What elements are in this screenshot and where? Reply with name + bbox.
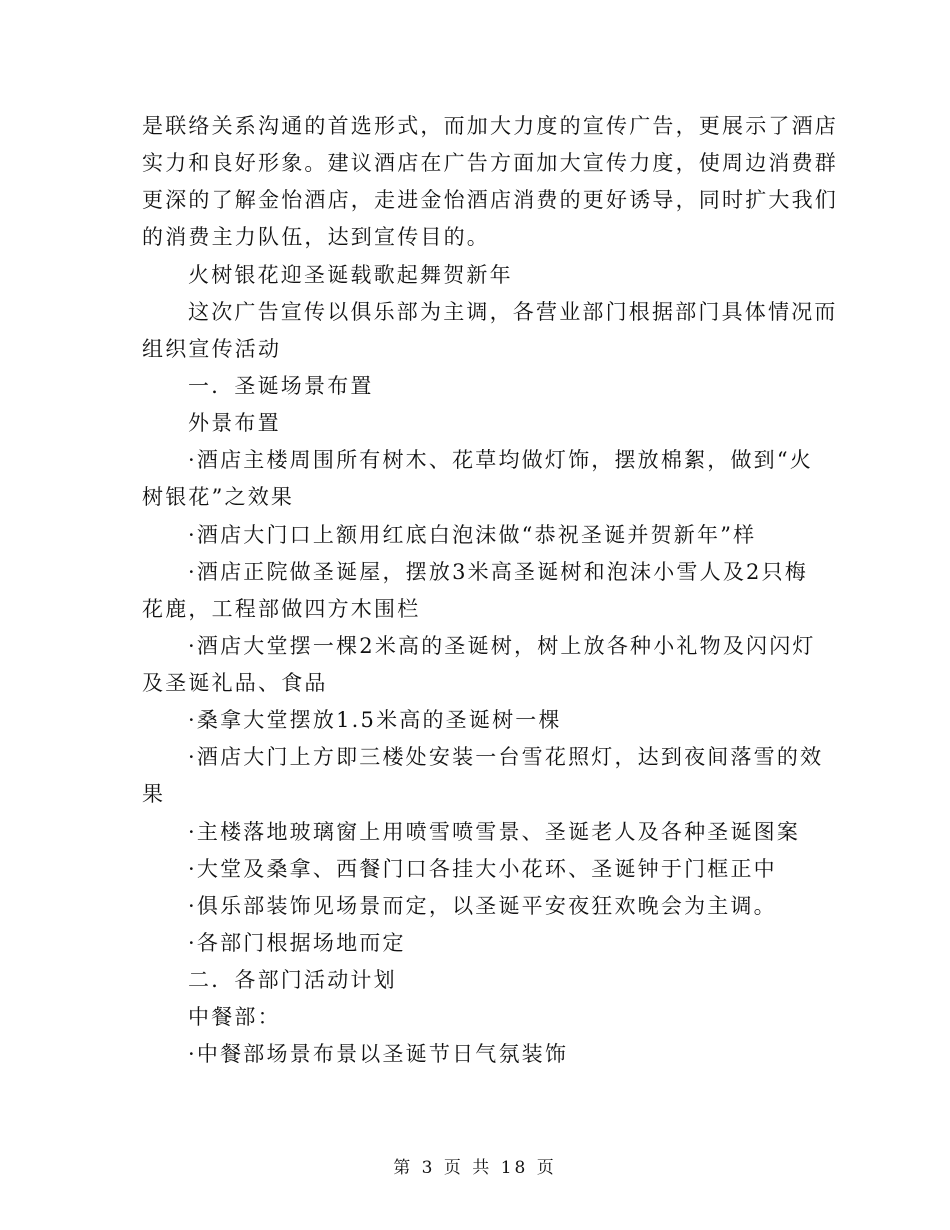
body-text-line: 的消费主力队伍，达到宣传目的。 — [142, 225, 490, 249]
subsection-heading: 外景布置 — [188, 411, 281, 435]
bullet-item-continuation: 果 — [142, 782, 166, 806]
bullet-item: ·俱乐部装饰见场景而定，以圣诞平安夜狂欢晚会为主调。 — [188, 894, 777, 918]
bullet-item: ·酒店大门口上额用红底白泡沫做“恭祝圣诞并贺新年”样 — [188, 523, 757, 547]
subsection-heading: 中餐部： — [188, 1005, 281, 1029]
body-text-line: 更深的了解金怡酒店，走进金怡酒店消费的更好诱导，同时扩大我们 — [142, 188, 838, 212]
body-text-line: 这次广告宣传以俱乐部为主调，各营业部门根据部门具体情况而 — [188, 300, 838, 324]
bullet-item: ·酒店大堂摆一棵2米高的圣诞树，树上放各种小礼物及闪闪灯 — [188, 634, 816, 658]
bullet-item: ·桑拿大堂摆放1.5米高的圣诞树一棵 — [188, 708, 562, 732]
bullet-item: ·主楼落地玻璃窗上用喷雪喷雪景、圣诞老人及各种圣诞图案 — [188, 820, 801, 844]
section-heading: 火树银花迎圣诞载歌起舞贺新年 — [188, 263, 513, 287]
bullet-item: ·酒店大门上方即三楼处安装一台雪花照灯，达到夜间落雪的效 — [188, 745, 824, 769]
body-text-line: 是联络关系沟通的首选形式，而加大力度的宣传广告，更展示了酒店 — [142, 114, 838, 138]
bullet-item: ·大堂及桑拿、西餐门口各挂大小花环、圣诞钟于门框正中 — [188, 857, 777, 881]
bullet-item: ·各部门根据场地而定 — [188, 931, 406, 955]
bullet-item: ·中餐部场景布景以圣诞节日气氛装饰 — [188, 1042, 569, 1066]
bullet-item-continuation: 树银花”之效果 — [142, 485, 295, 509]
bullet-item-continuation: 及圣诞礼品、食品 — [142, 671, 328, 695]
bullet-item: ·酒店主楼周围所有树木、花草均做灯饰，摆放棉絮，做到“火 — [188, 448, 814, 472]
bullet-item-continuation: 花鹿，工程部做四方木围栏 — [142, 597, 421, 621]
body-text-line: 实力和良好形象。建议酒店在广告方面加大宣传力度，使周边消费群 — [142, 151, 838, 175]
bullet-item: ·酒店正院做圣诞屋，摆放3米高圣诞树和泡沫小雪人及2只梅 — [188, 560, 808, 584]
section-heading: 一．圣诞场景布置 — [188, 374, 374, 398]
body-text-line: 组织宣传活动 — [142, 337, 282, 361]
page-footer: 第 3 页 共 18 页 — [393, 1158, 557, 1178]
section-heading: 二．各部门活动计划 — [188, 968, 397, 992]
